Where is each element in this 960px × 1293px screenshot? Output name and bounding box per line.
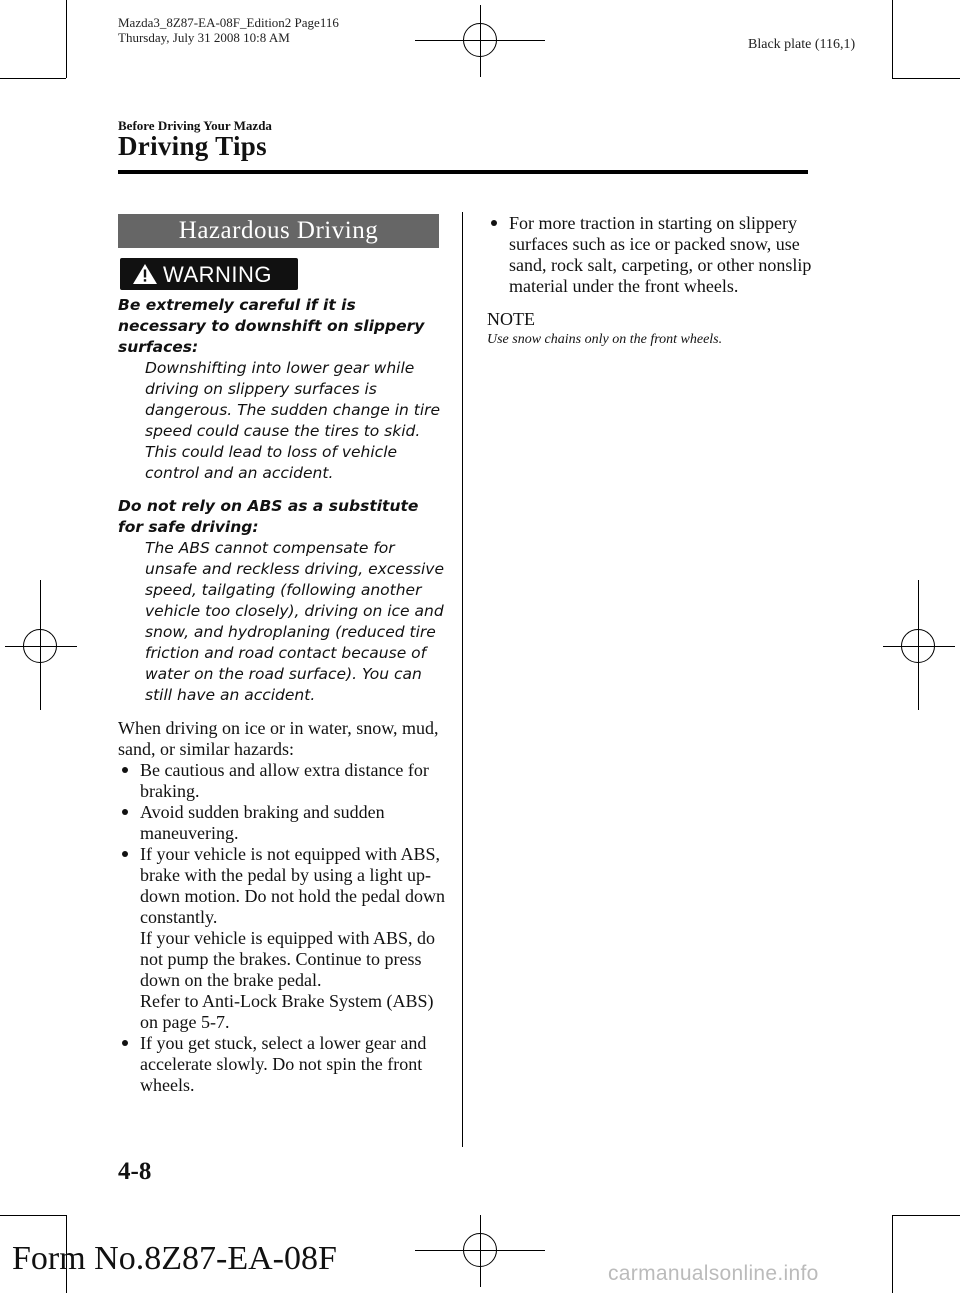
warning-badge	[120, 258, 298, 290]
bullet-icon	[122, 767, 128, 773]
bullet-icon	[122, 1040, 128, 1046]
bullet-icon	[122, 851, 128, 857]
section-label: Before Driving Your Mazda	[118, 118, 272, 133]
form-number: Form No.8Z87-EA-08F	[12, 1240, 337, 1277]
right-column	[487, 213, 817, 348]
left-column	[118, 295, 448, 1096]
watermark-text: carmanualsonline.info	[608, 1262, 819, 1285]
abs-paragraph: If your vehicle is equipped with ABS, do not pump the brakes. Continue to press down on the brake pedal.	[140, 928, 435, 990]
note-label: NOTE	[487, 309, 535, 329]
warning-heading: Do not rely on ABS as a substitute for safe driving:	[118, 497, 419, 536]
print-meta	[118, 15, 339, 45]
list-item: For more traction in starting on slippery surfaces such as ice or packed snow, use sand, rock salt, carpeting, or other nonslip material under the front wheels.	[487, 213, 817, 297]
page-title: Driving Tips	[118, 131, 267, 161]
list-item: Avoid sudden braking and sudden maneuvering.	[118, 802, 448, 844]
print-file-line: Mazda3_8Z87-EA-08F_Edition2 Page116	[118, 15, 339, 30]
section-banner: Hazardous Driving	[118, 214, 439, 248]
note-text: Use snow chains only on the front wheels.	[487, 332, 723, 347]
abs-reference: Refer to Anti-Lock Brake System (ABS) on page 5-7.	[140, 991, 434, 1032]
title-rule	[118, 170, 808, 174]
warning-triangle-icon	[132, 263, 158, 285]
column-divider	[462, 212, 463, 1147]
bullet-icon	[122, 809, 128, 815]
page-number: 4-8	[118, 1158, 152, 1185]
warning-label: WARNING	[163, 262, 273, 287]
list-item: If your vehicle is not equipped with ABS, brake with the pedal by using a light up-down motion. Do not hold the pedal down constantly. If your vehicle is equipped with ABS, do not pump the brakes. Continue to press down on the brake pedal. Refer to Anti-Lock Brake System (ABS) on page 5-7.	[118, 844, 448, 1033]
warning-body: The ABS cannot compensate for unsafe and reckless driving, excessive speed, tailgating (following another vehicle too closely), driving on ice and snow, and hydroplaning (reduced tire friction and road contact because of water on the road surface). You can still have an accident.	[145, 539, 445, 704]
warning-body: Downshifting into lower gear while driving on slippery surfaces is dangerous. The sudden change in tire speed could cause the tires to skid. This could lead to loss of vehicle control and an accident.	[145, 359, 441, 482]
traction-list	[487, 213, 817, 297]
hazard-list	[118, 760, 448, 1096]
plate-label: Black plate (116,1)	[748, 37, 856, 52]
print-date-line: Thursday, July 31 2008 10:8 AM	[118, 30, 290, 45]
warning-heading: Be extremely careful if it is necessary to downshift on slippery surfaces:	[118, 296, 425, 356]
list-item: Be cautious and allow extra distance for braking.	[118, 760, 448, 802]
list-item: If you get stuck, select a lower gear and accelerate slowly. Do not spin the front wheels.	[118, 1033, 448, 1096]
bullet-icon	[491, 220, 497, 226]
hazard-intro: When driving on ice or in water, snow, mud, sand, or similar hazards:	[118, 718, 439, 759]
